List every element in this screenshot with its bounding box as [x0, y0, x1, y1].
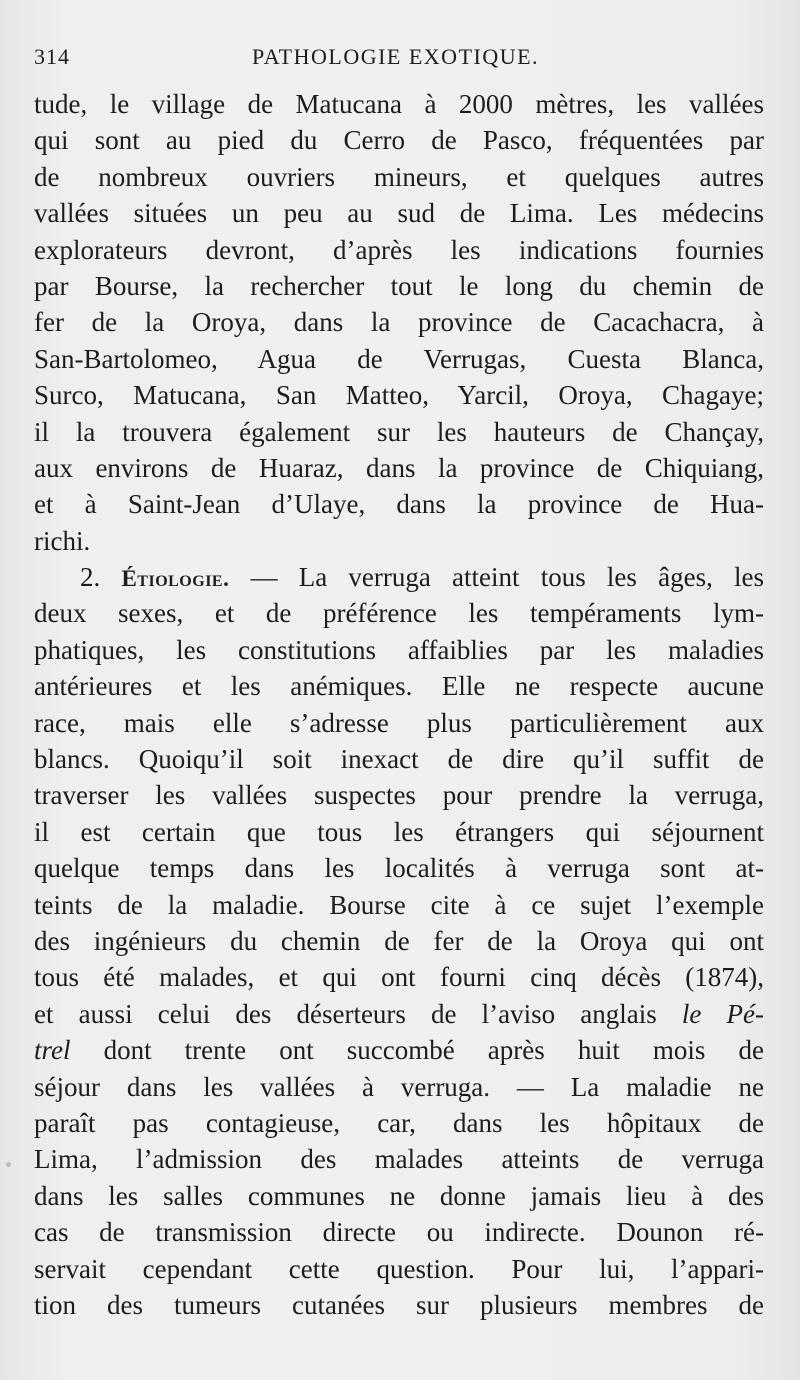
text-line: aux environs de Huaraz, dans la province de Chiquiang, [34, 452, 764, 483]
text-line: phatiques, les constitutions affaiblies par les maladies [34, 634, 764, 665]
text-line: tous été malades, et qui ont fourni cinq décès (1874), [34, 962, 764, 993]
text-line: fer de la Oroya, dans la province de Cacachacra, à [34, 307, 764, 338]
text-line: il est certain que tous les étrangers qui séjournent [34, 816, 764, 847]
text-line: vallées situées un peu au sud de Lima. Les médecins [34, 198, 764, 229]
text-line [34, 996, 764, 1032]
text-line: teints de la maladie. Bourse cite à ce sujet l’exemple [34, 889, 764, 920]
ship-name-italic: trel [34, 1035, 71, 1066]
text-line: qui sont au pied du Cerro de Pasco, fréquentées par [34, 125, 764, 156]
text-line: quelque temps dans les localités à verruga sont at- [34, 853, 764, 884]
text-fragment: dont trente ont succombé après huit mois de [103, 1035, 764, 1066]
text-line: des ingénieurs du chemin de fer de la Oroya qui ont [34, 925, 764, 956]
ink-speck [6, 1162, 11, 1167]
text-line: paraît pas contagieuse, car, dans les hôpitaux de [34, 1107, 764, 1138]
page-header [34, 40, 764, 76]
body-text [34, 86, 764, 1323]
page-number: 314 [34, 44, 70, 69]
section-first-line: — La verruga atteint tous les âges, les [250, 562, 765, 593]
text-line: traverser les vallées suspectes pour prendre la verruga, [34, 780, 764, 811]
text-line: blancs. Quoiqu’il soit inexact de dire qu’il suffit de [34, 744, 764, 775]
text-line: deux sexes, et de préférence les tempéraments lym- [34, 598, 764, 629]
text-line: race, mais elle s’adresse plus particulièrement aux [34, 707, 764, 738]
text-line: Surco, Matucana, San Matteo, Yarcil, Oroya, Chagaye; [34, 380, 764, 411]
text-line: de nombreux ouvriers mineurs, et quelques autres [34, 161, 764, 192]
section-number: 2. [80, 562, 101, 593]
ship-name-italic: le Pé- [681, 998, 765, 1029]
text-line: cas de transmission directe ou indirecte. Dounon ré- [34, 1217, 764, 1248]
text-line: antérieures et les anémiques. Elle ne respecte aucune [34, 671, 764, 702]
text-line: tion des tumeurs cutanées sur plusieurs membres de [34, 1289, 764, 1320]
text-line: et à Saint-Jean d’Ulaye, dans la province de Hua- [34, 489, 764, 520]
text-line: richi. [34, 525, 91, 556]
section-heading-line [34, 559, 764, 595]
section-heading: Étiologie. [121, 566, 230, 592]
running-title: PATHOLOGIE EXOTIQUE. [252, 44, 540, 69]
text-line: il la trouvera également sur les hauteurs de Chançay, [34, 416, 764, 447]
text-fragment: et aussi celui des déserteurs de l’aviso anglais [34, 998, 657, 1029]
text-line: San-Bartolomeo, Agua de Verrugas, Cuesta Blanca, [34, 343, 764, 374]
text-line: servait cependant cette question. Pour lui, l’appari- [34, 1253, 764, 1284]
text-line: dans les salles communes ne donne jamais lieu à des [34, 1180, 764, 1211]
text-line: séjour dans les vallées à verruga. — La maladie ne [34, 1071, 764, 1102]
text-line: tude, le village de Matucana à 2000 mètres, les vallées [34, 89, 764, 119]
text-line: par Bourse, la rechercher tout le long du chemin de [34, 270, 764, 301]
text-line: Lima, l’admission des malades atteints de verruga [34, 1144, 764, 1175]
text-line [34, 1032, 764, 1068]
text-line: explorateurs devront, d’après les indications fournies [34, 234, 764, 265]
